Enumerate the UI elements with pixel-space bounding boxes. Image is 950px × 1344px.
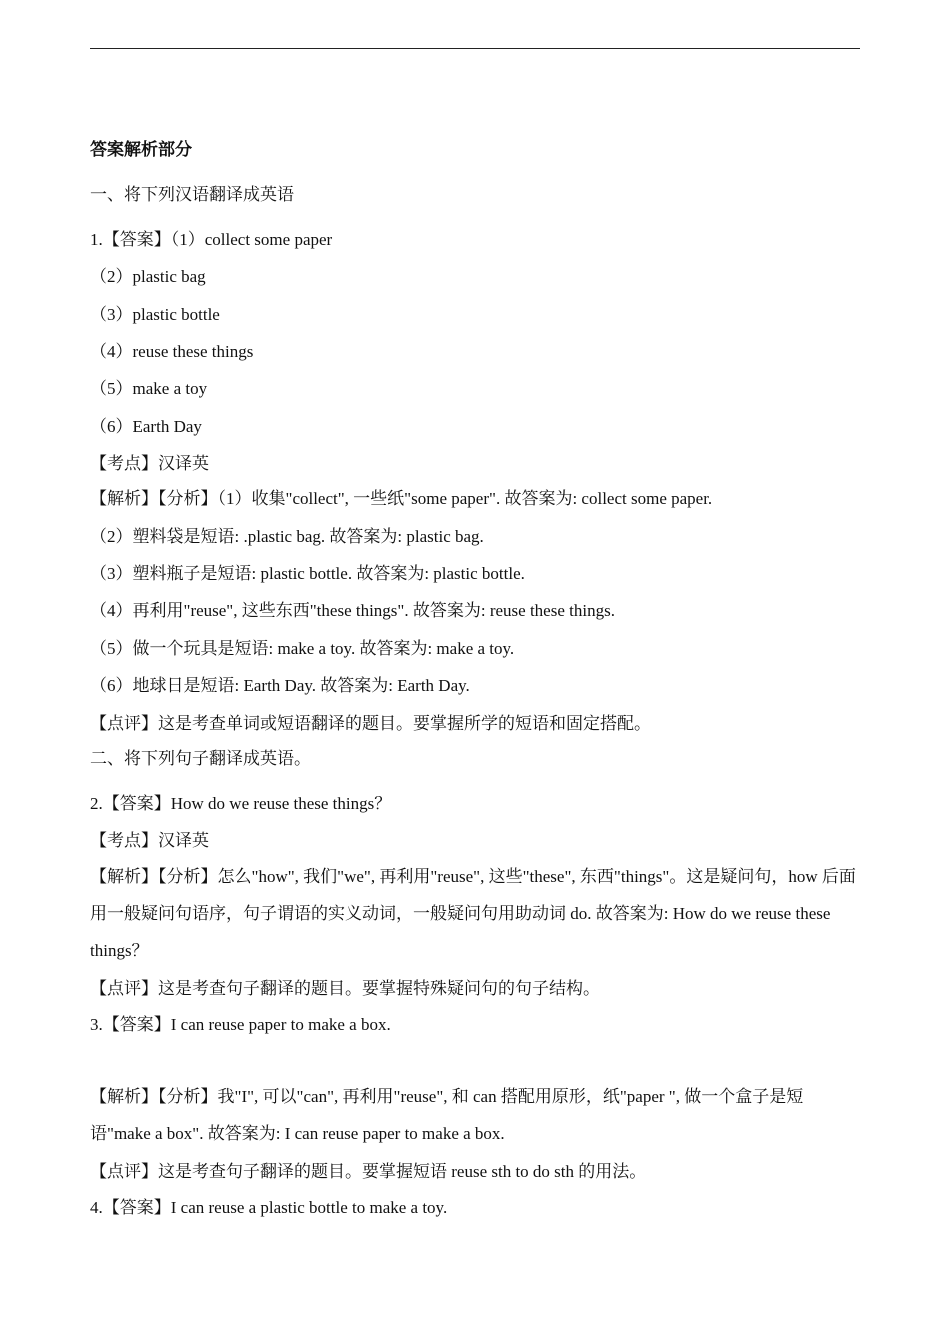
q2-analysis: 【解析】【分析】怎么"how", 我们"we", 再利用"reuse", 这些"these", 东西"things"。这是疑问句，how 后面用一般疑问句语序，句子谓语的实义动词，一般疑问句用助动词 do. 故答案为: How do we reuse these things？ <box>90 867 856 960</box>
q1-comment: 【点评】这是考查单词或短语翻译的题目。要掌握所学的短语和固定搭配。 <box>90 714 651 733</box>
q1-answer-2: （2）plastic bag <box>90 267 206 286</box>
q3-comment: 【点评】这是考查句子翻译的题目。要掌握短语 reuse sth to do sth 的用法。 <box>90 1162 647 1181</box>
q4-answer: 4.【答案】I can reuse a plastic bottle to make a toy. <box>90 1198 448 1217</box>
section-heading-1: 一、将下列汉语翻译成英语 <box>90 185 294 204</box>
q1-analysis-1: 【解析】【分析】（1）收集"collect", 一些纸"some paper". 故答案为: collect some paper. <box>90 489 713 508</box>
q1-analysis-6: （6）地球日是短语: Earth Day. 故答案为: Earth Day. <box>90 676 470 695</box>
q1-answer-6: （6）Earth Day <box>90 417 202 436</box>
q2-answer: 2.【答案】How do we reuse these things？ <box>90 794 392 813</box>
q3-analysis: 【解析】【分析】我"I", 可以"can", 再利用"reuse", 和 can 搭配用原形，纸"paper ", 做一个盒子是短语"make a box". 故答案为: I can reuse paper to make a box. <box>90 1087 804 1143</box>
q1-answer-4: （4）reuse these things <box>90 342 254 361</box>
q2-comment: 【点评】这是考查句子翻译的题目。要掌握特殊疑问句的句子结构。 <box>90 979 600 998</box>
q3-answer: 3.【答案】I can reuse paper to make a box. <box>90 1015 391 1034</box>
q1-answer-5: （5）make a toy <box>90 379 208 398</box>
header-rule <box>90 48 860 49</box>
section-heading-2: 二、将下列句子翻译成英语。 <box>90 749 311 768</box>
q1-answer-1: 1.【答案】（1）collect some paper <box>90 230 333 249</box>
page-title: 答案解析部分 <box>90 140 192 159</box>
q1-analysis-2: （2）塑料袋是短语: .plastic bag. 故答案为: plastic bag. <box>90 527 484 546</box>
q1-analysis-4: （4）再利用"reuse", 这些东西"these things". 故答案为: reuse these things. <box>90 601 615 620</box>
q1-analysis-3: （3）塑料瓶子是短语: plastic bottle. 故答案为: plastic bottle. <box>90 564 525 583</box>
q1-analysis-5: （5）做一个玩具是短语: make a toy. 故答案为: make a toy. <box>90 639 515 658</box>
q1-point: 【考点】汉译英 <box>90 454 209 473</box>
q1-answer-3: （3）plastic bottle <box>90 305 220 324</box>
q2-point: 【考点】汉译英 <box>90 831 209 850</box>
